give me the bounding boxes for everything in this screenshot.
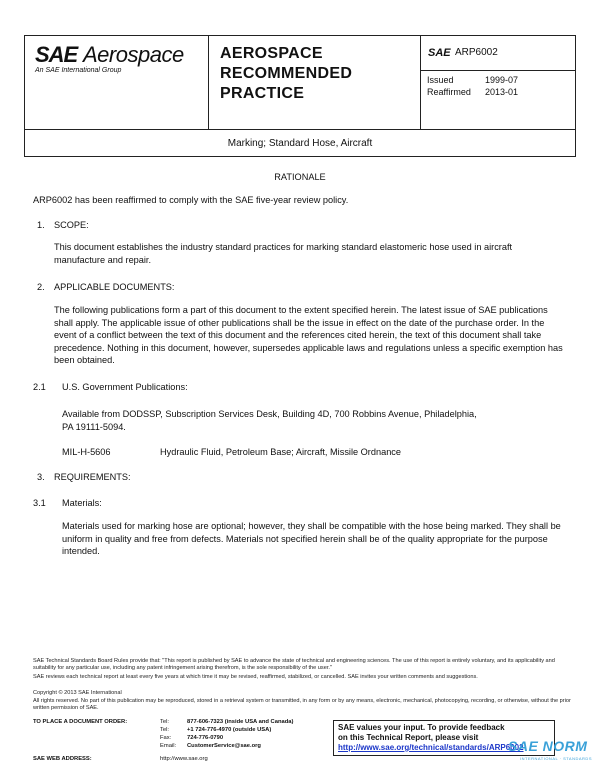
title-cell	[208, 36, 421, 129]
section-2-title: APPLICABLE DOCUMENTS:	[54, 282, 175, 292]
document-type-title: AEROSPACE RECOMMENDED PRACTICE	[220, 45, 353, 102]
logo-subtitle: An SAE International Group	[35, 67, 122, 74]
reaffirmed-row: Reaffirmed 2013-01	[427, 87, 519, 97]
section-1-text: This document establishes the industry standard practices for marking standard elastomeric hose used in aircraft manufacture and repair.	[54, 242, 513, 265]
issued-row: Issued 1999-07	[427, 75, 519, 85]
section-3-1-title: Materials:	[62, 498, 102, 508]
sae-logo: SAE	[35, 42, 78, 67]
document-header	[24, 35, 576, 130]
section-1-title: SCOPE:	[54, 220, 89, 230]
reference-description: Hydraulic Fluid, Petroleum Base; Aircraft, Missile Ordnance	[160, 447, 402, 457]
section-2-1-text: Available from DODSSP, Subscription Services Desk, Building 4D, 700 Robbins Avenue, Philadelphia, PA 19111-5094.	[62, 409, 477, 432]
feedback-line-1: SAE values your input. To provide feedback	[338, 723, 505, 732]
web-value[interactable]: http://www.sae.org	[160, 756, 208, 762]
section-2-1-title: U.S. Government Publications:	[62, 382, 188, 392]
tel2-value: +1 724-776-4970 (outside USA)	[187, 727, 272, 733]
section-2-1-number: 2.1	[33, 382, 46, 392]
section-2-number: 2.	[37, 282, 45, 292]
doc-number-box	[420, 36, 575, 71]
section-3-number: 3.	[37, 472, 45, 482]
footer-board-rules: SAE Technical Standards Board Rules provide that: "This report is published by SAE to advance the state of technical and engineering sciences. The use of this report is entirely voluntary, and its applicability and suitability for any particular use, including any patent infringement arising therefrom, is the sole responsibility of the user."	[33, 658, 555, 671]
section-3-1-text: Materials used for marking hose are optional; however, they shall be compatible with the hose being marked. They shall be uniform in quality and free from defects. Materials not specified herein shall be of the quality appropriate for the purpose intended.	[62, 521, 561, 556]
section-2-text: The following publications form a part of this document to the extent specified herein. The latest issue of SAE publications shall apply. The applicable issue of other publications shall be the issue in effect on the date of the purchase order. In the event of a conflict between the text of this document and the references cited herein, the text of this document shall take precedence. Nothing in this document, however, supersedes applicable laws and regulations unless a specific exemption has been obtained.	[54, 305, 563, 365]
tel-label: Tel:	[160, 719, 170, 725]
email-value[interactable]: CustomerService@sae.org	[187, 743, 261, 749]
footer-review-note: SAE reviews each technical report at least every five years at which time it may be revised, reaffirmed, stabilized, or cancelled. SAE invites your written comments and suggestions.	[33, 674, 478, 680]
document-subject: Marking; Standard Hose, Aircraft	[24, 129, 576, 157]
web-label: SAE WEB ADDRESS:	[33, 756, 92, 762]
feedback-link[interactable]: http://www.sae.org/technical/standards/ARP6002	[338, 743, 524, 752]
section-3-title: REQUIREMENTS:	[54, 472, 131, 482]
rationale-heading: RATIONALE	[274, 172, 326, 182]
watermark-text: SAE NORM	[508, 738, 588, 754]
section-3-1-number: 3.1	[33, 498, 46, 508]
sae-mini-logo: SAE	[428, 47, 451, 59]
tel-value: 877-606-7323 (inside USA and Canada)	[187, 719, 294, 725]
email-label: Email:	[160, 743, 177, 749]
doc-number: ARP6002	[455, 47, 498, 58]
status-cell	[420, 36, 575, 129]
order-label: TO PLACE A DOCUMENT ORDER:	[33, 719, 128, 725]
fax-value: 724-776-0790	[187, 735, 224, 741]
feedback-line-2: on this Technical Report, please visit	[338, 733, 479, 742]
section-1-number: 1.	[37, 220, 45, 230]
footer-copyright: Copyright © 2013 SAE International	[33, 690, 122, 696]
footer-rights: All rights reserved. No part of this publication may be reproduced, stored in a retrieval system or transmitted, in any form or by any means, electronic, mechanical, photocopying, recording, or otherwise, without the prior written permission of SAE.	[33, 698, 571, 711]
tel2-label: Tel:	[160, 727, 170, 733]
rationale-text: ARP6002 has been reaffirmed to comply with the SAE five-year review policy.	[33, 195, 349, 205]
fax-label: Fax:	[160, 735, 172, 741]
reference-code: MIL-H-5606	[62, 447, 111, 457]
logo-cell	[25, 36, 209, 129]
logo-aerospace-text: Aerospace	[83, 42, 184, 67]
watermark-subtext: INTERNATIONAL · STANDARDS	[520, 756, 592, 761]
